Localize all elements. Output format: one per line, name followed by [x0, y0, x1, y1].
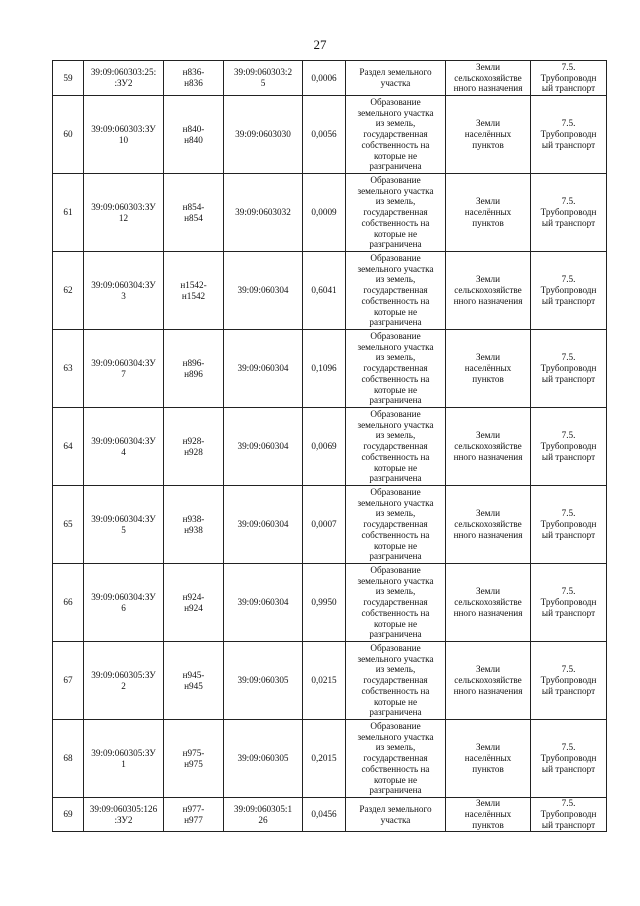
cadastral-number: 39:09:060304:ЗУ 5 [84, 486, 164, 564]
land-plots-table [52, 60, 607, 832]
permitted-use: 7.5. Трубопроводн ый транспорт [531, 642, 607, 720]
cadastral-block: 39:09:060305:1 26 [224, 798, 303, 832]
formation-method: Образование земельного участка из земель, государственная собственность на которые не разграничена [346, 408, 446, 486]
permitted-use: 7.5. Трубопроводн ый транспорт [531, 798, 607, 832]
cadastral-block: 39:09:060304 [224, 330, 303, 408]
formation-method: Образование земельного участка из земель, государственная собственность на которые не разграничена [346, 174, 446, 252]
boundary-points: н836- н836 [164, 61, 224, 96]
boundary-points: н928- н928 [164, 408, 224, 486]
table-body [53, 61, 607, 832]
area-value: 0,0056 [303, 96, 346, 174]
row-number: 61 [53, 174, 84, 252]
cadastral-block: 39:09:060303:2 5 [224, 61, 303, 96]
boundary-points: н977- н977 [164, 798, 224, 832]
land-category: Земли населённых пунктов [446, 174, 531, 252]
cadastral-block: 39:09:060305 [224, 720, 303, 798]
area-value: 0,0006 [303, 61, 346, 96]
permitted-use: 7.5. Трубопроводн ый транспорт [531, 96, 607, 174]
area-value: 0,0007 [303, 486, 346, 564]
permitted-use: 7.5. Трубопроводн ый транспорт [531, 486, 607, 564]
formation-method: Образование земельного участка из земель, государственная собственность на которые не разграничена [346, 252, 446, 330]
table-row [53, 252, 607, 330]
table-row [53, 564, 607, 642]
cadastral-number: 39:09:060304:ЗУ 6 [84, 564, 164, 642]
land-category: Земли сельскохозяйстве нного назначения [446, 486, 531, 564]
row-number: 65 [53, 486, 84, 564]
area-value: 0,0009 [303, 174, 346, 252]
permitted-use: 7.5. Трубопроводн ый транспорт [531, 61, 607, 96]
cadastral-number: 39:09:060304:ЗУ 4 [84, 408, 164, 486]
cadastral-number: 39:09:060305:126 :ЗУ2 [84, 798, 164, 832]
area-value: 0,1096 [303, 330, 346, 408]
boundary-points: н1542- н1542 [164, 252, 224, 330]
row-number: 60 [53, 96, 84, 174]
boundary-points: н854- н854 [164, 174, 224, 252]
row-number: 67 [53, 642, 84, 720]
area-value: 0,0069 [303, 408, 346, 486]
cadastral-block: 39:09:060304 [224, 252, 303, 330]
table-row [53, 408, 607, 486]
formation-method: Образование земельного участка из земель, государственная собственность на которые не разграничена [346, 486, 446, 564]
boundary-points: н938- н938 [164, 486, 224, 564]
land-category: Земли сельскохозяйстве нного назначения [446, 252, 531, 330]
boundary-points: н840- н840 [164, 96, 224, 174]
cadastral-number: 39:09:060304:ЗУ 3 [84, 252, 164, 330]
permitted-use: 7.5. Трубопроводн ый транспорт [531, 720, 607, 798]
boundary-points: н924- н924 [164, 564, 224, 642]
table-row [53, 61, 607, 96]
area-value: 0,6041 [303, 252, 346, 330]
table-row [53, 330, 607, 408]
permitted-use: 7.5. Трубопроводн ый транспорт [531, 564, 607, 642]
formation-method: Раздел земельного участка [346, 798, 446, 832]
permitted-use: 7.5. Трубопроводн ый транспорт [531, 252, 607, 330]
land-category: Земли сельскохозяйстве нного назначения [446, 642, 531, 720]
area-value: 0,9950 [303, 564, 346, 642]
formation-method: Образование земельного участка из земель, государственная собственность на которые не разграничена [346, 642, 446, 720]
formation-method: Образование земельного участка из земель, государственная собственность на которые не разграничена [346, 96, 446, 174]
row-number: 66 [53, 564, 84, 642]
land-category: Земли сельскохозяйстве нного назначения [446, 564, 531, 642]
land-category: Земли сельскохозяйстве нного назначения [446, 408, 531, 486]
cadastral-number: 39:09:060303:25: :ЗУ2 [84, 61, 164, 96]
boundary-points: н945- н945 [164, 642, 224, 720]
formation-method: Раздел земельного участка [346, 61, 446, 96]
row-number: 69 [53, 798, 84, 832]
cadastral-number: 39:09:060304:ЗУ 7 [84, 330, 164, 408]
boundary-points: н896- н896 [164, 330, 224, 408]
permitted-use: 7.5. Трубопроводн ый транспорт [531, 174, 607, 252]
row-number: 59 [53, 61, 84, 96]
land-category: Земли населённых пунктов [446, 720, 531, 798]
cadastral-block: 39:09:060305 [224, 642, 303, 720]
land-category: Земли населённых пунктов [446, 798, 531, 832]
land-category: Земли населённых пунктов [446, 330, 531, 408]
area-value: 0,2015 [303, 720, 346, 798]
row-number: 63 [53, 330, 84, 408]
cadastral-number: 39:09:060305:ЗУ 1 [84, 720, 164, 798]
table-row [53, 486, 607, 564]
table-row [53, 174, 607, 252]
table-row [53, 642, 607, 720]
permitted-use: 7.5. Трубопроводн ый транспорт [531, 330, 607, 408]
cadastral-number: 39:09:060303:ЗУ 12 [84, 174, 164, 252]
row-number: 68 [53, 720, 84, 798]
formation-method: Образование земельного участка из земель, государственная собственность на которые не разграничена [346, 720, 446, 798]
land-category: Земли сельскохозяйстве нного назначения [446, 61, 531, 96]
land-category: Земли населённых пунктов [446, 96, 531, 174]
table-row [53, 96, 607, 174]
page-number: 27 [313, 37, 327, 52]
formation-method: Образование земельного участка из земель, государственная собственность на которые не разграничена [346, 330, 446, 408]
cadastral-number: 39:09:060305:ЗУ 2 [84, 642, 164, 720]
cadastral-block: 39:09:0603030 [224, 96, 303, 174]
table-row [53, 798, 607, 832]
cadastral-block: 39:09:060304 [224, 486, 303, 564]
permitted-use: 7.5. Трубопроводн ый транспорт [531, 408, 607, 486]
cadastral-number: 39:09:060303:ЗУ 10 [84, 96, 164, 174]
cadastral-block: 39:09:060304 [224, 408, 303, 486]
boundary-points: н975- н975 [164, 720, 224, 798]
row-number: 64 [53, 408, 84, 486]
cadastral-block: 39:09:0603032 [224, 174, 303, 252]
row-number: 62 [53, 252, 84, 330]
area-value: 0,0456 [303, 798, 346, 832]
area-value: 0,0215 [303, 642, 346, 720]
table-row [53, 720, 607, 798]
formation-method: Образование земельного участка из земель, государственная собственность на которые не разграничена [346, 564, 446, 642]
cadastral-block: 39:09:060304 [224, 564, 303, 642]
